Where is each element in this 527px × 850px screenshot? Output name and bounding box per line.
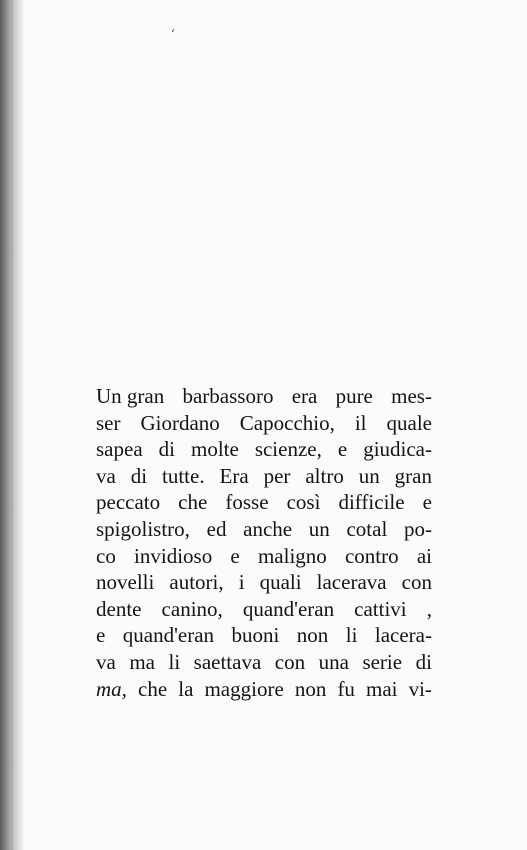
text-line (96, 649, 432, 676)
text-line (96, 463, 432, 490)
word: li (345, 623, 358, 648)
word: ma, (96, 676, 127, 701)
word: con (401, 570, 432, 595)
word: Era (219, 463, 249, 488)
word: non (294, 676, 327, 701)
word: vi- (408, 676, 432, 701)
word: tutte. (162, 463, 205, 488)
word: ser (96, 410, 121, 435)
word: quand'eran (242, 596, 335, 621)
word: ai (416, 543, 432, 568)
word: difficile (338, 490, 405, 515)
word: maggiore (204, 676, 284, 701)
word: Capocchio, (239, 410, 335, 435)
text-line (96, 410, 432, 437)
word: di (415, 649, 432, 674)
word: ed (206, 516, 227, 541)
word: per (263, 463, 291, 488)
word: invidioso (134, 543, 213, 568)
text-line (96, 622, 432, 649)
word: maligno (257, 543, 327, 568)
word: novelli (96, 570, 155, 595)
word: Giordano (140, 410, 220, 435)
word: co (96, 543, 116, 568)
word: di (130, 463, 148, 488)
word: gran (394, 463, 432, 488)
word: giudica- (363, 437, 432, 462)
word: sapea (96, 437, 143, 462)
word: fu (337, 676, 355, 701)
word: che (138, 676, 168, 701)
word: serie (362, 649, 403, 674)
word: , (426, 596, 432, 621)
word: anche (243, 516, 293, 541)
word: scienze, (254, 437, 322, 462)
word: una (318, 649, 349, 674)
word: va (96, 463, 116, 488)
word: spigolistro, (96, 516, 190, 541)
word: po- (403, 516, 432, 541)
word: lacera- (374, 623, 432, 648)
body-text (96, 383, 432, 702)
word: quand'eran (122, 623, 215, 648)
word: di (158, 437, 175, 462)
word: li (168, 649, 181, 674)
word: altro (305, 463, 344, 488)
word: barbassoro (182, 384, 274, 408)
word: il (354, 410, 367, 435)
text-line (96, 516, 432, 543)
word: cotal (346, 516, 388, 541)
word: un (358, 463, 380, 488)
word: e (96, 623, 106, 648)
word: dente (96, 596, 142, 621)
text-line (96, 569, 432, 596)
word: ma (129, 649, 155, 674)
word: Un gran (96, 384, 165, 408)
text-line (96, 383, 432, 410)
word: e (230, 543, 240, 568)
word: mes- (391, 384, 432, 408)
word: quali (259, 570, 302, 595)
word: e (337, 437, 348, 462)
word: autori, (169, 570, 224, 595)
word: non (296, 623, 329, 648)
text-line (96, 596, 432, 623)
word: fosse (225, 490, 269, 515)
word: peccato (96, 490, 161, 515)
word: pure (335, 384, 373, 408)
word: mai (366, 676, 398, 701)
word: e (422, 490, 432, 515)
word: che (178, 490, 208, 515)
text-line (96, 436, 432, 463)
word: con (274, 649, 306, 674)
word: un (308, 516, 330, 541)
word: molte (190, 437, 239, 462)
word: cattivi (354, 596, 407, 621)
page-spine-shadow (0, 0, 24, 850)
word: lacerava (316, 570, 387, 595)
word: canino, (161, 596, 223, 621)
word: quale (386, 410, 432, 435)
text-line (96, 489, 432, 516)
word: contro (344, 543, 399, 568)
word: saettava (193, 649, 262, 674)
word: era (291, 384, 318, 408)
word: va (96, 649, 116, 674)
stray-mark: ʻ (171, 27, 175, 41)
word: così (286, 490, 321, 515)
word: i (238, 570, 245, 595)
text-line (96, 676, 432, 703)
text-line (96, 543, 432, 570)
word: buoni (231, 623, 280, 648)
word: la (178, 676, 194, 701)
